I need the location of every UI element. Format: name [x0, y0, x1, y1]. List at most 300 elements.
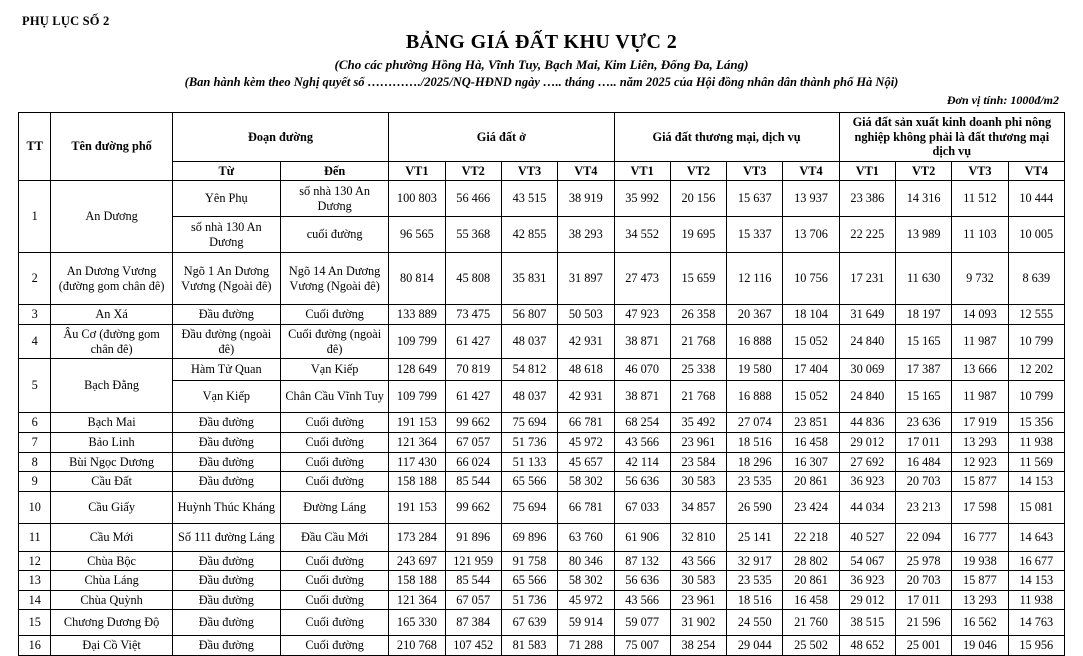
- table-row: [19, 181, 1065, 217]
- cell-production-vt1: 36 923: [839, 571, 895, 591]
- th-residential: Giá đất ở: [389, 113, 614, 162]
- cell-commercial-vt1: 61 906: [614, 523, 670, 551]
- cell-segment-to: Đầu Cầu Mới: [280, 523, 388, 551]
- cell-residential-vt4: 42 931: [558, 325, 614, 359]
- table-row: [19, 610, 1065, 636]
- cell-production-vt1: 23 386: [839, 181, 895, 217]
- cell-street-name: Chùa Bộc: [51, 551, 172, 571]
- cell-commercial-vt2: 26 358: [670, 305, 726, 325]
- cell-commercial-vt2: 25 338: [670, 359, 726, 381]
- cell-residential-vt4: 42 931: [558, 381, 614, 413]
- cell-commercial-vt2: 30 583: [670, 571, 726, 591]
- cell-production-vt3: 11 103: [952, 217, 1008, 253]
- cell-residential-vt2: 87 384: [445, 610, 501, 636]
- cell-residential-vt2: 121 959: [445, 551, 501, 571]
- cell-residential-vt4: 38 919: [558, 181, 614, 217]
- cell-residential-vt3: 43 515: [501, 181, 557, 217]
- cell-segment-from: Đầu đường: [172, 433, 280, 453]
- cell-segment-from: Hàm Tử Quan: [172, 359, 280, 381]
- cell-production-vt3: 19 938: [952, 551, 1008, 571]
- cell-commercial-vt4: 20 861: [783, 472, 839, 492]
- cell-commercial-vt2: 20 156: [670, 181, 726, 217]
- cell-production-vt3: 16 777: [952, 523, 1008, 551]
- cell-street-name: Bảo Linh: [51, 433, 172, 453]
- cell-residential-vt3: 75 694: [501, 413, 557, 433]
- cell-segment-from: Đầu đường: [172, 571, 280, 591]
- table-head: [19, 113, 1065, 181]
- cell-residential-vt2: 45 808: [445, 253, 501, 305]
- cell-tt: 5: [19, 359, 51, 413]
- cell-residential-vt3: 35 831: [501, 253, 557, 305]
- th-prod-vt2: VT2: [895, 161, 951, 181]
- cell-residential-vt2: 66 024: [445, 452, 501, 472]
- cell-commercial-vt1: 47 923: [614, 305, 670, 325]
- cell-street-name: Cầu Mới: [51, 523, 172, 551]
- cell-residential-vt1: 158 188: [389, 571, 445, 591]
- table-body: [19, 181, 1065, 656]
- cell-tt: 13: [19, 571, 51, 591]
- appendix-label: PHỤ LỤC SỐ 2: [22, 14, 110, 28]
- cell-production-vt1: 17 231: [839, 253, 895, 305]
- cell-production-vt4: 10 444: [1008, 181, 1064, 217]
- cell-segment-from: Đầu đường: [172, 305, 280, 325]
- cell-residential-vt1: 80 814: [389, 253, 445, 305]
- cell-segment-to: Chân Cầu Vĩnh Tuy: [280, 381, 388, 413]
- th-res-vt4: VT4: [558, 161, 614, 181]
- cell-commercial-vt1: 59 077: [614, 610, 670, 636]
- th-com-vt2: VT2: [670, 161, 726, 181]
- cell-residential-vt2: 73 475: [445, 305, 501, 325]
- table-row: [19, 253, 1065, 305]
- subtitle-decree: (Ban hành kèm theo Nghị quyết số …………./2025/NQ-HĐND ngày ….. tháng ….. năm 2025 của Hội đồng nhân dân thành phố Hà Nội): [184, 75, 899, 89]
- cell-residential-vt1: 109 799: [389, 325, 445, 359]
- cell-production-vt3: 13 293: [952, 590, 1008, 610]
- cell-tt: 1: [19, 181, 51, 253]
- cell-production-vt4: 15 081: [1008, 491, 1064, 523]
- th-res-vt1: VT1: [389, 161, 445, 181]
- cell-production-vt2: 20 703: [895, 571, 951, 591]
- cell-residential-vt4: 45 972: [558, 433, 614, 453]
- cell-residential-vt4: 38 293: [558, 217, 614, 253]
- th-res-vt3: VT3: [501, 161, 557, 181]
- cell-production-vt3: 17 598: [952, 491, 1008, 523]
- cell-production-vt2: 15 165: [895, 381, 951, 413]
- table-row: [19, 325, 1065, 359]
- cell-commercial-vt2: 23 961: [670, 590, 726, 610]
- cell-segment-from: Đầu đường: [172, 590, 280, 610]
- cell-production-vt2: 20 703: [895, 472, 951, 492]
- cell-residential-vt3: 69 896: [501, 523, 557, 551]
- cell-residential-vt3: 56 807: [501, 305, 557, 325]
- cell-commercial-vt3: 26 590: [727, 491, 783, 523]
- cell-segment-from: Yên Phụ: [172, 181, 280, 217]
- cell-commercial-vt3: 19 580: [727, 359, 783, 381]
- cell-production-vt4: 14 153: [1008, 472, 1064, 492]
- cell-street-name: An Dương: [51, 181, 172, 253]
- cell-commercial-vt2: 23 584: [670, 452, 726, 472]
- cell-production-vt1: 31 649: [839, 305, 895, 325]
- cell-residential-vt1: 121 364: [389, 590, 445, 610]
- cell-production-vt3: 14 093: [952, 305, 1008, 325]
- cell-commercial-vt4: 18 104: [783, 305, 839, 325]
- th-tt: TT: [19, 113, 51, 181]
- cell-production-vt1: 54 067: [839, 551, 895, 571]
- th-segment: Đoạn đường: [172, 113, 389, 162]
- cell-commercial-vt1: 27 473: [614, 253, 670, 305]
- cell-production-vt2: 21 596: [895, 610, 951, 636]
- cell-commercial-vt1: 46 070: [614, 359, 670, 381]
- cell-production-vt3: 15 877: [952, 571, 1008, 591]
- cell-segment-to: Cuối đường: [280, 413, 388, 433]
- cell-segment-to: Cuối đường: [280, 433, 388, 453]
- page-title: BẢNG GIÁ ĐẤT KHU VỰC 2: [405, 31, 678, 53]
- cell-residential-vt3: 51 736: [501, 433, 557, 453]
- cell-commercial-vt4: 23 424: [783, 491, 839, 523]
- cell-commercial-vt4: 23 851: [783, 413, 839, 433]
- cell-production-vt2: 16 484: [895, 452, 951, 472]
- cell-commercial-vt2: 31 902: [670, 610, 726, 636]
- cell-segment-from: Ngõ 1 An Dương Vương (Ngoài đê): [172, 253, 280, 305]
- table-row: [19, 413, 1065, 433]
- cell-commercial-vt2: 15 659: [670, 253, 726, 305]
- cell-production-vt1: 40 527: [839, 523, 895, 551]
- cell-residential-vt3: 81 583: [501, 636, 557, 656]
- table-row: [19, 433, 1065, 453]
- cell-production-vt4: 16 677: [1008, 551, 1064, 571]
- cell-segment-to: Cuối đường: [280, 472, 388, 492]
- cell-segment-from: Huỳnh Thúc Kháng: [172, 491, 280, 523]
- cell-commercial-vt1: 38 871: [614, 381, 670, 413]
- cell-residential-vt4: 71 288: [558, 636, 614, 656]
- cell-tt: 8: [19, 452, 51, 472]
- cell-commercial-vt4: 25 502: [783, 636, 839, 656]
- cell-commercial-vt4: 20 861: [783, 571, 839, 591]
- cell-commercial-vt1: 43 566: [614, 433, 670, 453]
- cell-segment-from: Số 111 đường Láng: [172, 523, 280, 551]
- cell-residential-vt1: 128 649: [389, 359, 445, 381]
- cell-residential-vt4: 66 781: [558, 413, 614, 433]
- cell-production-vt1: 30 069: [839, 359, 895, 381]
- cell-segment-to: Cuối đường (ngoài đê): [280, 325, 388, 359]
- cell-commercial-vt1: 56 636: [614, 472, 670, 492]
- cell-commercial-vt4: 17 404: [783, 359, 839, 381]
- th-production: Giá đất sản xuất kinh doanh phi nông nghiệp không phải là đất thương mại dịch vụ: [839, 113, 1064, 162]
- cell-commercial-vt3: 16 888: [727, 381, 783, 413]
- cell-residential-vt3: 91 758: [501, 551, 557, 571]
- cell-segment-from: Đầu đường: [172, 636, 280, 656]
- cell-production-vt3: 17 919: [952, 413, 1008, 433]
- cell-residential-vt1: 109 799: [389, 381, 445, 413]
- cell-production-vt3: 13 666: [952, 359, 1008, 381]
- cell-street-name: Cầu Đất: [51, 472, 172, 492]
- cell-commercial-vt4: 16 307: [783, 452, 839, 472]
- cell-segment-to: Vạn Kiếp: [280, 359, 388, 381]
- table-row: [19, 523, 1065, 551]
- cell-residential-vt1: 173 284: [389, 523, 445, 551]
- table-row: [19, 590, 1065, 610]
- cell-commercial-vt1: 43 566: [614, 590, 670, 610]
- th-prod-vt3: VT3: [952, 161, 1008, 181]
- cell-segment-to: Cuối đường: [280, 452, 388, 472]
- cell-segment-from: số nhà 130 An Dương: [172, 217, 280, 253]
- th-prod-vt4: VT4: [1008, 161, 1064, 181]
- th-prod-vt1: VT1: [839, 161, 895, 181]
- cell-production-vt1: 44 034: [839, 491, 895, 523]
- cell-tt: 2: [19, 253, 51, 305]
- cell-commercial-vt3: 24 550: [727, 610, 783, 636]
- cell-production-vt4: 15 956: [1008, 636, 1064, 656]
- cell-residential-vt4: 45 972: [558, 590, 614, 610]
- cell-commercial-vt1: 34 552: [614, 217, 670, 253]
- th-segment-to: Đến: [280, 161, 388, 181]
- cell-residential-vt3: 51 736: [501, 590, 557, 610]
- cell-residential-vt4: 58 302: [558, 571, 614, 591]
- cell-residential-vt3: 54 812: [501, 359, 557, 381]
- cell-residential-vt4: 50 503: [558, 305, 614, 325]
- cell-production-vt4: 11 569: [1008, 452, 1064, 472]
- cell-street-name: Âu Cơ (đường gom chân đê): [51, 325, 172, 359]
- cell-residential-vt1: 191 153: [389, 491, 445, 523]
- cell-street-name: An Dương Vương (đường gom chân đê): [51, 253, 172, 305]
- cell-residential-vt4: 45 657: [558, 452, 614, 472]
- cell-segment-from: Đầu đường (ngoài đê): [172, 325, 280, 359]
- cell-production-vt2: 23 636: [895, 413, 951, 433]
- cell-commercial-vt4: 15 052: [783, 325, 839, 359]
- table-header-row-sub: [19, 161, 1065, 181]
- cell-street-name: Chùa Quỳnh: [51, 590, 172, 610]
- cell-residential-vt1: 243 697: [389, 551, 445, 571]
- cell-production-vt1: 44 836: [839, 413, 895, 433]
- title-block: [18, 31, 1065, 90]
- cell-segment-from: Vạn Kiếp: [172, 381, 280, 413]
- cell-residential-vt2: 67 057: [445, 433, 501, 453]
- cell-production-vt4: 10 799: [1008, 381, 1064, 413]
- cell-residential-vt4: 63 760: [558, 523, 614, 551]
- cell-production-vt4: 8 639: [1008, 253, 1064, 305]
- cell-production-vt3: 12 923: [952, 452, 1008, 472]
- cell-commercial-vt4: 21 760: [783, 610, 839, 636]
- cell-residential-vt4: 59 914: [558, 610, 614, 636]
- th-com-vt1: VT1: [614, 161, 670, 181]
- cell-production-vt3: 11 987: [952, 325, 1008, 359]
- unit-note: Đơn vị tính: 1000đ/m2: [946, 93, 1059, 107]
- cell-tt: 6: [19, 413, 51, 433]
- cell-segment-to: Cuối đường: [280, 636, 388, 656]
- cell-residential-vt3: 51 133: [501, 452, 557, 472]
- cell-commercial-vt4: 16 458: [783, 590, 839, 610]
- table-row: [19, 491, 1065, 523]
- cell-street-name: Chương Dương Độ: [51, 610, 172, 636]
- cell-residential-vt1: 117 430: [389, 452, 445, 472]
- cell-production-vt2: 25 978: [895, 551, 951, 571]
- cell-production-vt1: 27 692: [839, 452, 895, 472]
- cell-residential-vt2: 99 662: [445, 491, 501, 523]
- cell-commercial-vt4: 22 218: [783, 523, 839, 551]
- cell-commercial-vt3: 27 074: [727, 413, 783, 433]
- cell-production-vt1: 38 515: [839, 610, 895, 636]
- cell-street-name: Bạch Đằng: [51, 359, 172, 413]
- cell-residential-vt2: 91 896: [445, 523, 501, 551]
- cell-production-vt2: 22 094: [895, 523, 951, 551]
- cell-commercial-vt4: 10 756: [783, 253, 839, 305]
- cell-commercial-vt2: 43 566: [670, 551, 726, 571]
- cell-commercial-vt1: 67 033: [614, 491, 670, 523]
- cell-residential-vt2: 61 427: [445, 325, 501, 359]
- cell-production-vt2: 11 630: [895, 253, 951, 305]
- table-row: [19, 636, 1065, 656]
- cell-commercial-vt2: 38 254: [670, 636, 726, 656]
- cell-tt: 4: [19, 325, 51, 359]
- cell-commercial-vt2: 21 768: [670, 381, 726, 413]
- cell-production-vt3: 16 562: [952, 610, 1008, 636]
- cell-residential-vt1: 96 565: [389, 217, 445, 253]
- cell-tt: 11: [19, 523, 51, 551]
- cell-production-vt3: 11 512: [952, 181, 1008, 217]
- cell-segment-from: Đầu đường: [172, 452, 280, 472]
- cell-commercial-vt3: 29 044: [727, 636, 783, 656]
- cell-commercial-vt3: 12 116: [727, 253, 783, 305]
- cell-production-vt2: 18 197: [895, 305, 951, 325]
- cell-commercial-vt4: 28 802: [783, 551, 839, 571]
- cell-commercial-vt1: 75 007: [614, 636, 670, 656]
- cell-residential-vt2: 55 368: [445, 217, 501, 253]
- cell-commercial-vt2: 35 492: [670, 413, 726, 433]
- cell-production-vt2: 17 011: [895, 590, 951, 610]
- cell-production-vt2: 17 011: [895, 433, 951, 453]
- cell-production-vt4: 10 005: [1008, 217, 1064, 253]
- cell-residential-vt1: 165 330: [389, 610, 445, 636]
- cell-production-vt4: 10 799: [1008, 325, 1064, 359]
- cell-segment-to: cuối đường: [280, 217, 388, 253]
- cell-segment-to: Cuối đường: [280, 610, 388, 636]
- cell-segment-to: Cuối đường: [280, 571, 388, 591]
- cell-residential-vt3: 67 639: [501, 610, 557, 636]
- cell-segment-from: Đầu đường: [172, 610, 280, 636]
- cell-segment-from: Đầu đường: [172, 413, 280, 433]
- cell-residential-vt4: 58 302: [558, 472, 614, 492]
- cell-tt: 3: [19, 305, 51, 325]
- cell-commercial-vt4: 13 706: [783, 217, 839, 253]
- cell-residential-vt3: 65 566: [501, 571, 557, 591]
- cell-commercial-vt3: 15 637: [727, 181, 783, 217]
- cell-segment-to: Cuối đường: [280, 590, 388, 610]
- cell-commercial-vt1: 56 636: [614, 571, 670, 591]
- cell-production-vt4: 14 153: [1008, 571, 1064, 591]
- table-row: [19, 551, 1065, 571]
- th-com-vt4: VT4: [783, 161, 839, 181]
- cell-production-vt3: 11 987: [952, 381, 1008, 413]
- table-row: [19, 381, 1065, 413]
- cell-commercial-vt2: 32 810: [670, 523, 726, 551]
- cell-production-vt3: 13 293: [952, 433, 1008, 453]
- th-res-vt2: VT2: [445, 161, 501, 181]
- cell-production-vt4: 11 938: [1008, 433, 1064, 453]
- cell-production-vt4: 12 202: [1008, 359, 1064, 381]
- cell-residential-vt2: 99 662: [445, 413, 501, 433]
- cell-residential-vt1: 158 188: [389, 472, 445, 492]
- cell-commercial-vt1: 42 114: [614, 452, 670, 472]
- cell-production-vt4: 15 356: [1008, 413, 1064, 433]
- cell-residential-vt2: 70 819: [445, 359, 501, 381]
- cell-segment-from: Đầu đường: [172, 472, 280, 492]
- cell-production-vt3: 15 877: [952, 472, 1008, 492]
- cell-residential-vt4: 48 618: [558, 359, 614, 381]
- cell-commercial-vt3: 25 141: [727, 523, 783, 551]
- cell-production-vt1: 29 012: [839, 433, 895, 453]
- cell-commercial-vt4: 16 458: [783, 433, 839, 453]
- cell-residential-vt2: 107 452: [445, 636, 501, 656]
- cell-production-vt2: 25 001: [895, 636, 951, 656]
- cell-commercial-vt2: 21 768: [670, 325, 726, 359]
- cell-segment-to: số nhà 130 An Dương: [280, 181, 388, 217]
- cell-commercial-vt3: 18 516: [727, 590, 783, 610]
- cell-production-vt3: 19 046: [952, 636, 1008, 656]
- cell-commercial-vt3: 16 888: [727, 325, 783, 359]
- cell-residential-vt4: 80 346: [558, 551, 614, 571]
- cell-segment-to: Đường Láng: [280, 491, 388, 523]
- cell-segment-to: Ngõ 14 An Dương Vương (Ngoài đê): [280, 253, 388, 305]
- cell-street-name: Bạch Mai: [51, 413, 172, 433]
- cell-segment-to: Cuối đường: [280, 551, 388, 571]
- cell-residential-vt3: 48 037: [501, 325, 557, 359]
- cell-commercial-vt3: 20 367: [727, 305, 783, 325]
- table-row: [19, 305, 1065, 325]
- cell-tt: 15: [19, 610, 51, 636]
- cell-production-vt1: 24 840: [839, 325, 895, 359]
- cell-commercial-vt4: 15 052: [783, 381, 839, 413]
- cell-residential-vt2: 67 057: [445, 590, 501, 610]
- cell-tt: 12: [19, 551, 51, 571]
- cell-residential-vt2: 85 544: [445, 472, 501, 492]
- cell-street-name: Chùa Láng: [51, 571, 172, 591]
- cell-street-name: An Xá: [51, 305, 172, 325]
- cell-commercial-vt2: 23 961: [670, 433, 726, 453]
- cell-commercial-vt1: 35 992: [614, 181, 670, 217]
- cell-production-vt4: 14 763: [1008, 610, 1064, 636]
- cell-commercial-vt3: 18 516: [727, 433, 783, 453]
- table-row: [19, 452, 1065, 472]
- cell-segment-from: Đầu đường: [172, 551, 280, 571]
- cell-commercial-vt1: 38 871: [614, 325, 670, 359]
- cell-production-vt1: 36 923: [839, 472, 895, 492]
- th-com-vt3: VT3: [727, 161, 783, 181]
- cell-production-vt1: 22 225: [839, 217, 895, 253]
- cell-production-vt1: 48 652: [839, 636, 895, 656]
- table-row: [19, 571, 1065, 591]
- cell-commercial-vt3: 18 296: [727, 452, 783, 472]
- cell-residential-vt1: 133 889: [389, 305, 445, 325]
- cell-production-vt2: 15 165: [895, 325, 951, 359]
- cell-production-vt2: 14 316: [895, 181, 951, 217]
- cell-commercial-vt3: 23 535: [727, 571, 783, 591]
- cell-residential-vt3: 48 037: [501, 381, 557, 413]
- cell-commercial-vt2: 19 695: [670, 217, 726, 253]
- cell-tt: 7: [19, 433, 51, 453]
- cell-residential-vt2: 56 466: [445, 181, 501, 217]
- cell-tt: 10: [19, 491, 51, 523]
- land-price-table: [18, 112, 1065, 656]
- cell-commercial-vt3: 23 535: [727, 472, 783, 492]
- cell-production-vt2: 17 387: [895, 359, 951, 381]
- table-row: [19, 217, 1065, 253]
- cell-commercial-vt2: 34 857: [670, 491, 726, 523]
- cell-residential-vt1: 191 153: [389, 413, 445, 433]
- cell-residential-vt3: 65 566: [501, 472, 557, 492]
- cell-residential-vt4: 31 897: [558, 253, 614, 305]
- cell-commercial-vt3: 32 917: [727, 551, 783, 571]
- cell-residential-vt1: 100 803: [389, 181, 445, 217]
- table-header-row-group: [19, 113, 1065, 162]
